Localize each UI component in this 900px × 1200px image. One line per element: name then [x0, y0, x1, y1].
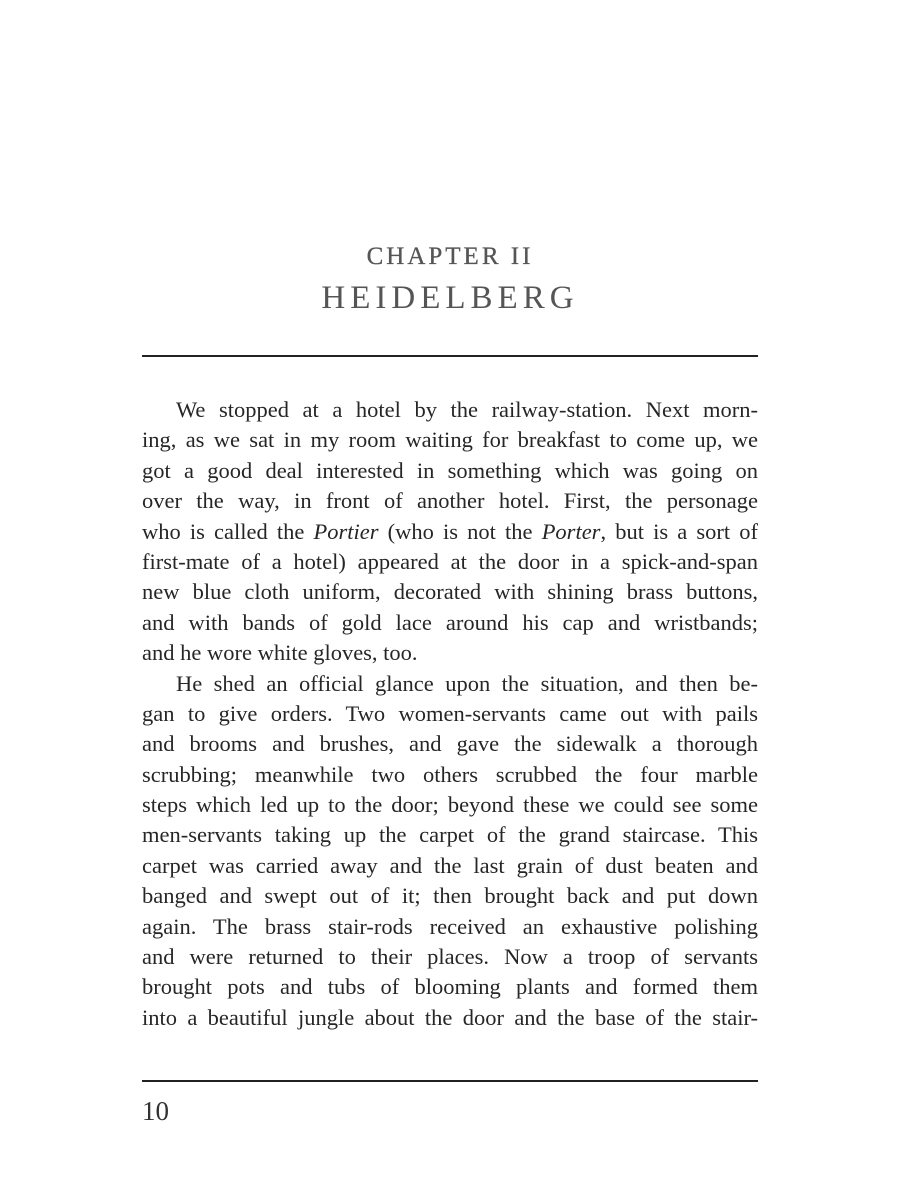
text-line: again. The brass stair-rods received an exhaustive polishing: [142, 913, 758, 939]
text-line: new blue cloth uniform, decorated with shining brass buttons,: [142, 579, 758, 605]
text-line: and were returned to their places. Now a troop of servants: [142, 944, 758, 970]
bottom-rule: [142, 1080, 758, 1082]
text-line: We stopped at a hotel by the railway-station. Next morn-: [176, 397, 758, 422]
text-line: over the way, in front of another hotel. First, the personage: [142, 488, 758, 514]
top-rule: [142, 355, 758, 357]
italic-portier: Portier: [313, 518, 379, 544]
text-line: first-mate of a hotel) appeared at the door in a spick-and-span: [142, 548, 758, 574]
text-line: gan to give orders. Two women-servants came out with pails: [142, 700, 758, 726]
text-line: and he wore white gloves, too.: [142, 640, 418, 666]
chapter-label: CHAPTER II: [366, 243, 534, 270]
text-line: brought pots and tubs of blooming plants and formed them: [142, 974, 758, 1000]
text-line: carpet was carried away and the last grain of dust beaten and: [142, 852, 758, 878]
chapter-heading: [142, 238, 758, 318]
body-text: [142, 395, 758, 1033]
text-line: men-servants taking up the carpet of the grand staircase. This: [142, 822, 758, 848]
text-line: banged and swept out of it; then brought back and put down: [142, 883, 758, 909]
page-number: 10: [142, 1096, 169, 1126]
text-line: He shed an official glance upon the situation, and then be-: [176, 670, 758, 696]
text-line: scrubbing; meanwhile two others scrubbed the four marble: [142, 761, 758, 787]
text-line: steps which led up to the door; beyond these we could see some: [142, 792, 758, 818]
text-line: into a beautiful jungle about the door and the base of the stair-: [142, 1004, 758, 1030]
text-line: who is called the Portier (who is not the Porter, but is a sort of: [142, 518, 758, 544]
text-line: ing, as we sat in my room waiting for breakfast to come up, we: [142, 427, 758, 453]
text-line: and with bands of gold lace around his cap and wristbands;: [142, 609, 758, 635]
italic-porter: Porter: [541, 518, 601, 544]
chapter-title: HEIDELBERG: [321, 280, 579, 316]
text-line: got a good deal interested in something which was going on: [142, 457, 758, 483]
text-line: and brooms and brushes, and gave the sidewalk a thorough: [142, 731, 758, 757]
